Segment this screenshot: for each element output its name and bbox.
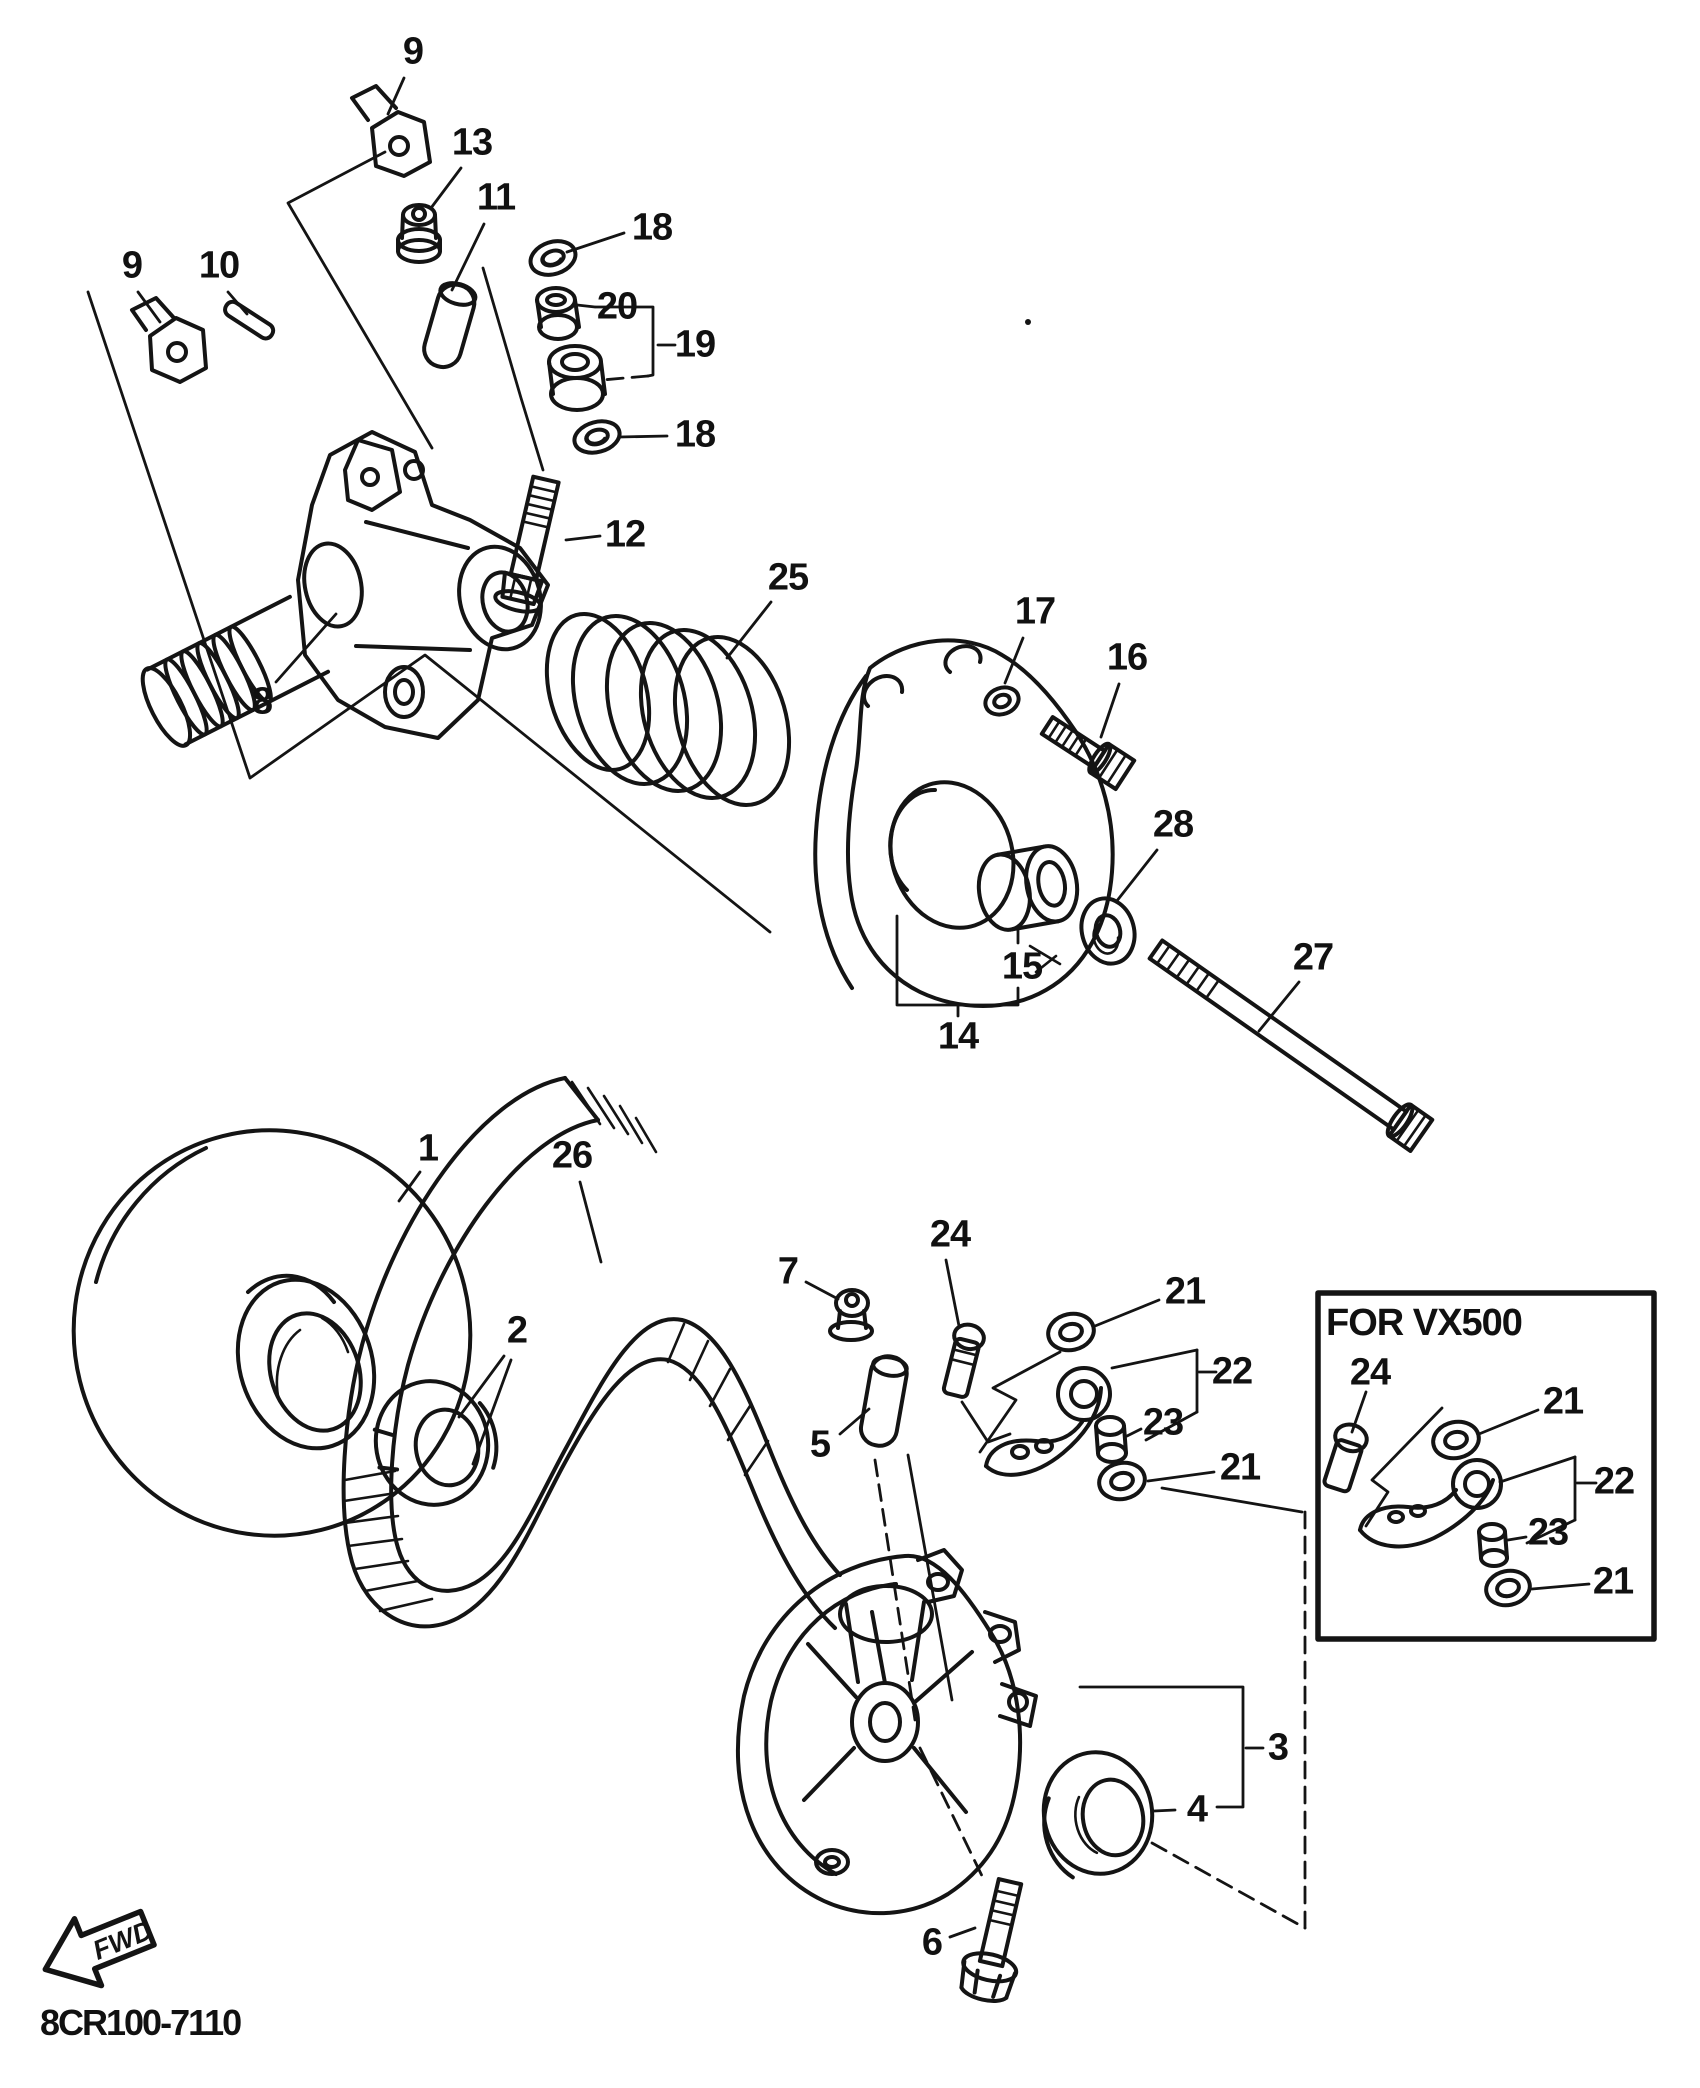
nut-13 — [398, 205, 440, 262]
bolt-24 — [940, 1322, 987, 1399]
inset-washer-21-upper — [1430, 1418, 1482, 1463]
leader-line — [1527, 1520, 1575, 1543]
leader-line — [950, 1928, 975, 1937]
inset-bolt-24 — [1319, 1421, 1370, 1494]
clip-left — [132, 298, 206, 382]
callout-3: 3 — [1267, 1726, 1289, 1769]
collar-2 — [366, 1371, 505, 1514]
nut-21-upper — [1045, 1310, 1097, 1355]
leader-line — [88, 292, 770, 932]
drive-belt — [344, 1078, 840, 1628]
callout-27: 27 — [1292, 936, 1334, 979]
inset-bushing-23 — [1479, 1524, 1507, 1566]
leader-line — [452, 224, 484, 290]
bolt-12 — [493, 474, 568, 615]
callout-2: 2 — [506, 1309, 528, 1352]
spacer-15 — [973, 842, 1083, 934]
callout-18-upper: 18 — [631, 206, 673, 249]
callout-inset-21-upper: 21 — [1542, 1380, 1584, 1423]
callout-6: 6 — [921, 1921, 943, 1964]
callout-9-left: 9 — [121, 244, 143, 287]
callout-28: 28 — [1152, 803, 1194, 846]
callout-13: 13 — [451, 121, 493, 164]
callout-21-upper: 21 — [1164, 1270, 1206, 1313]
callout-21-lower: 21 — [1219, 1446, 1261, 1489]
pin-10 — [222, 299, 275, 341]
leader-line — [288, 152, 432, 448]
washer-17 — [982, 683, 1023, 719]
leader-line — [620, 436, 667, 437]
leader-line — [1116, 850, 1157, 902]
callout-24: 24 — [929, 1213, 971, 1256]
callout-inset-22: 22 — [1593, 1460, 1635, 1503]
fwd-arrow-label: FWD — [88, 1914, 157, 1966]
leader-line — [1532, 1584, 1589, 1589]
callout-12: 12 — [604, 513, 646, 556]
callout-inset-21-lower: 21 — [1592, 1560, 1634, 1603]
sliding-sheave — [738, 1550, 1036, 1913]
leader-line — [1152, 1843, 1305, 1928]
leader-line — [1146, 1412, 1197, 1440]
leader-line — [1080, 1687, 1243, 1807]
nut-21-lower — [1096, 1459, 1148, 1504]
leader-line — [483, 268, 543, 470]
callout-19: 19 — [674, 323, 716, 366]
leader-line — [962, 1402, 1010, 1442]
callout-4: 4 — [1186, 1788, 1208, 1831]
weight-arm-22 — [986, 1368, 1110, 1475]
callout-1: 1 — [417, 1127, 439, 1170]
inset-title: FOR VX500 — [1326, 1302, 1522, 1344]
callout-25: 25 — [767, 556, 809, 599]
leader-lines-layer — [88, 78, 1596, 1937]
leader-line — [806, 1282, 838, 1299]
primary-spring — [530, 602, 808, 819]
cover-plate — [815, 640, 1112, 1006]
callout-26: 26 — [551, 1134, 593, 1177]
leader-line — [567, 233, 624, 252]
bushing-23 — [1096, 1417, 1126, 1462]
leader-line — [1500, 1457, 1575, 1482]
fwd-arrow — [32, 1894, 164, 2003]
leader-line — [602, 376, 648, 380]
callout-18-lower: 18 — [674, 413, 716, 456]
leader-line — [1162, 1488, 1302, 1512]
callout-10: 10 — [198, 244, 240, 287]
leader-line — [1112, 1350, 1197, 1368]
leader-line — [1101, 684, 1119, 737]
leader-line — [580, 1182, 601, 1262]
callout-9-top: 9 — [402, 30, 424, 73]
callout-14: 14 — [937, 1015, 979, 1058]
leader-line — [1154, 1810, 1175, 1811]
pin-11 — [420, 279, 479, 371]
callout-16: 16 — [1106, 636, 1148, 679]
leader-line — [946, 1260, 959, 1326]
spider-assembly — [134, 432, 553, 752]
inset-washer-21-lower — [1483, 1567, 1533, 1609]
leader-line — [980, 1352, 1060, 1452]
callout-11: 11 — [476, 176, 516, 219]
leader-line — [566, 536, 600, 540]
leader-line — [1148, 1472, 1214, 1481]
bushing-4 — [1033, 1744, 1162, 1883]
washer-18-upper — [526, 236, 580, 281]
leader-line — [1479, 1410, 1538, 1434]
callout-inset-23: 23 — [1527, 1511, 1569, 1554]
leader-line — [577, 305, 595, 307]
callout-5: 5 — [809, 1423, 831, 1466]
callout-8: 8 — [251, 680, 273, 723]
callout-22: 22 — [1211, 1350, 1253, 1393]
leader-line — [840, 1409, 869, 1434]
bushing-19 — [549, 346, 605, 410]
bolt-27 — [1145, 934, 1432, 1151]
scan-speck — [1025, 319, 1031, 325]
bolt-6 — [956, 1875, 1036, 2005]
callout-20: 20 — [596, 285, 638, 328]
diagram-code: 8CR100-7110 — [40, 2002, 241, 2043]
callout-15: 15 — [1001, 945, 1043, 988]
leader-line — [596, 307, 653, 376]
leader-line — [1127, 1429, 1141, 1436]
washer-18-lower — [571, 417, 623, 458]
callout-23: 23 — [1142, 1401, 1184, 1444]
bushing-20 — [537, 288, 579, 339]
leader-line — [431, 168, 461, 208]
leader-line — [1508, 1537, 1526, 1540]
callout-17: 17 — [1014, 590, 1056, 633]
callout-7: 7 — [777, 1250, 799, 1293]
leader-line — [1095, 1300, 1159, 1326]
callout-inset-24: 24 — [1349, 1351, 1391, 1394]
pin-5 — [858, 1354, 909, 1449]
